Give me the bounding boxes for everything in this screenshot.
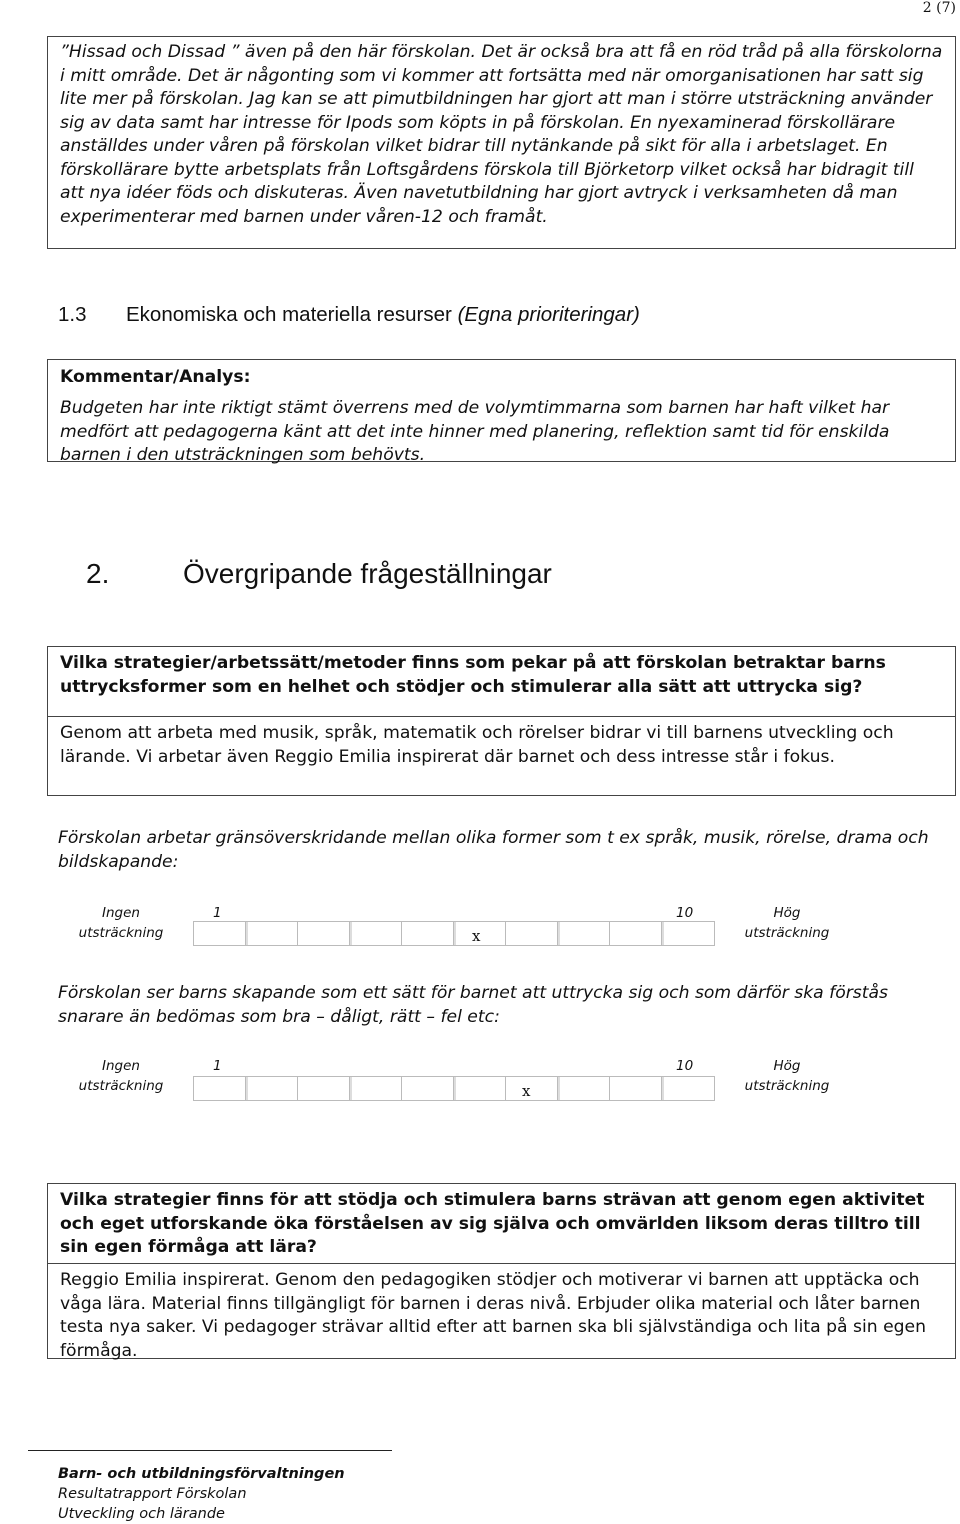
comment-label: Kommentar/Analys: — [60, 367, 251, 387]
page-number: 2 (7) — [922, 0, 956, 16]
scale-cell — [246, 922, 298, 945]
comment-text: Budgeten har inte riktigt stämt överrens med de volymtimmarna som barnen har haft vilket har medfört att pedagogerna känt att det inte hinner med planering, reflektion samt tid för enskilda barnen i den utsträckningen som behövts. — [60, 398, 890, 465]
scale-cell — [558, 1077, 610, 1100]
question-box-2 — [47, 1183, 956, 1359]
answer-text: Genom att arbeta med musik, språk, matematik och rörelser bidrar vi till barnens utveckling och lärande. Vi arbetar även Reggio Emilia inspirerat där barnet och dess intresse står i fokus. — [60, 723, 894, 767]
scale-cell — [194, 922, 246, 945]
scale-cell — [298, 922, 350, 945]
section-number: 1.3 — [58, 303, 87, 326]
scale-high-label: Hög utsträckning — [744, 1058, 830, 1094]
footer-divider — [28, 1450, 392, 1451]
scale-cell — [662, 1077, 714, 1100]
question-text: Vilka strategier finns för att stödja och stimulera barns strävan att genom egen aktivitet och eget utforskande öka förståelsen av sig själva och omvärlden liksom deras tilltro till sin egen förmåga att lära? — [60, 1190, 925, 1257]
scale-cell — [610, 922, 662, 945]
footer-report: Resultatrapport Förskolan — [58, 1486, 247, 1502]
scale-cell — [558, 922, 610, 945]
scale-cell — [246, 1077, 298, 1100]
section-title: Övergripande frågeställningar — [183, 558, 552, 589]
section-title: Ekonomiska och materiella resurser — [126, 303, 452, 326]
scale-low-label: Ingen utsträckning — [78, 905, 164, 941]
scale-cell — [350, 1077, 402, 1100]
scale-cell — [194, 1077, 246, 1100]
scale-cell — [402, 1077, 454, 1100]
scale-high-label: Hög utsträckning — [744, 905, 830, 941]
scale-mark: x — [472, 927, 481, 945]
reflection-box — [47, 36, 956, 249]
rating-scale-1 — [193, 921, 715, 946]
scale-low-label: Ingen utsträckning — [78, 1058, 164, 1094]
comment-box — [47, 359, 956, 465]
scale-cell — [506, 1077, 558, 1100]
footer-org: Barn- och utbildningsförvaltningen — [58, 1466, 345, 1482]
scale-min-label: 1 — [213, 1058, 222, 1074]
scale-cell — [298, 1077, 350, 1100]
section-heading-2 — [86, 558, 552, 590]
rating-scale-2 — [193, 1076, 715, 1101]
footer — [58, 1464, 345, 1524]
scale-cell — [454, 1077, 506, 1100]
footer-area: Utveckling och lärande — [58, 1506, 225, 1522]
scale-max-label: 10 — [676, 1058, 694, 1074]
reflection-text: ”Hissad och Dissad ” även på den här förskolan. Det är också bra att få en röd tråd på alla förskolorna i mitt område. Det är någonting som vi kommer att fortsätta med när omorganisationen har satt sig lite mer på förskolan. Jag kan se att pimutbildningen har gjort att man i större utsträckning använder sig av data samt har intresse för Ipods som köpts in på förskolan. En nyexaminerad förskollärare anställdes under våren på förskolan vilket bidrar till nytänkande på sikt för alla i arbetslaget. En förskollärare bytte arbetsplats från Loftsgårdens förskola till Björketorp vilket också har bidragit till att nya idéer föds och diskuteras. Även navetutbildning har gjort avtryck i verksamheten då man experimenterar med barnen under våren-12 och framåt. — [60, 42, 943, 227]
scale-cell — [402, 922, 454, 945]
section-suffix: (Egna prioriteringar) — [457, 303, 640, 326]
scale-mark: x — [522, 1082, 531, 1100]
scale-cell — [350, 922, 402, 945]
scale-cell — [454, 922, 506, 945]
answer-text: Reggio Emilia inspirerat. Genom den pedagogiken stödjer och motiverar vi barnen att upptäcka och våga lära. Material finns tillgängligt för barnen i deras nivå. Erbjuder olika material och låter barnen testa nya saker. Vi pedagoger strävar alltid efter att barnen ska bli självständiga och lita på sin egen förmåga. — [60, 1270, 927, 1361]
question-box-1 — [47, 646, 956, 796]
scale-cell — [662, 922, 714, 945]
statement-2: Förskolan ser barns skapande som ett sätt för barnet att uttrycka sig och som därför ska förstås snarare än bedömas som bra – dåligt, rätt – fel etc: — [58, 983, 888, 1027]
statement-1: Förskolan arbetar gränsöverskridande mellan olika former som t ex språk, musik, rörelse, drama och bildskapande: — [58, 828, 929, 872]
section-number: 2. — [86, 558, 110, 589]
scale-max-label: 10 — [676, 905, 694, 921]
section-heading-1-3 — [58, 303, 640, 327]
scale-cell — [506, 922, 558, 945]
scale-min-label: 1 — [213, 905, 222, 921]
scale-cell — [610, 1077, 662, 1100]
question-text: Vilka strategier/arbetssätt/metoder finns som pekar på att förskolan betraktar barns uttrycksformer som en helhet och stödjer och stimulerar alla sätt att uttrycka sig? — [60, 653, 886, 697]
